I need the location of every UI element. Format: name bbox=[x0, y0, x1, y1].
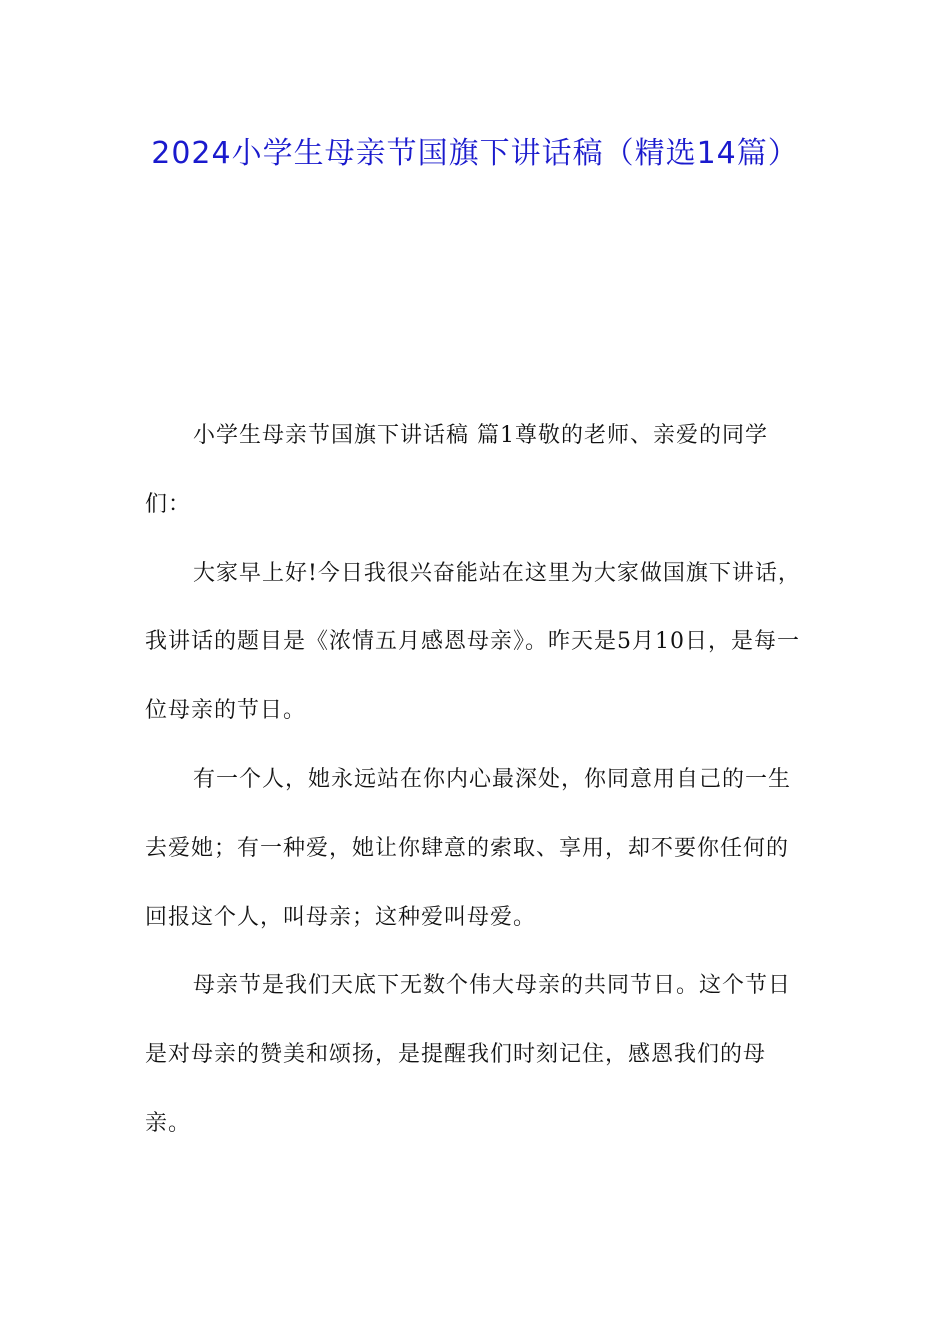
document-title: 2024小学生母亲节国旗下讲话稿（精选14篇） bbox=[151, 136, 799, 171]
paragraph-3: 有一个人，她永远站在你内心最深处，你同意用自己的一生去爱她；有一种爱，她让你肆意的索取、享用，却不要你任何的回报这个人，叫母亲；这种爱叫母爱。 bbox=[145, 766, 792, 930]
paragraph-1: 小学生母亲节国旗下讲话稿 篇1尊敬的老师、亲爱的同学们： bbox=[145, 423, 768, 517]
paragraph-2: 大家早上好!今日我很兴奋能站在这里为大家做国旗下讲话，我讲话的题目是《浓情五月感恩母亲》。昨天是5月10日，是每一位母亲的节日。 bbox=[145, 560, 801, 724]
document-body bbox=[145, 402, 810, 1159]
paragraph-4: 母亲节是我们天底下无数个伟大母亲的共同节日。这个节日是对母亲的赞美和颂扬，是提醒我们时刻记住，感恩我们的母亲。 bbox=[145, 973, 792, 1136]
